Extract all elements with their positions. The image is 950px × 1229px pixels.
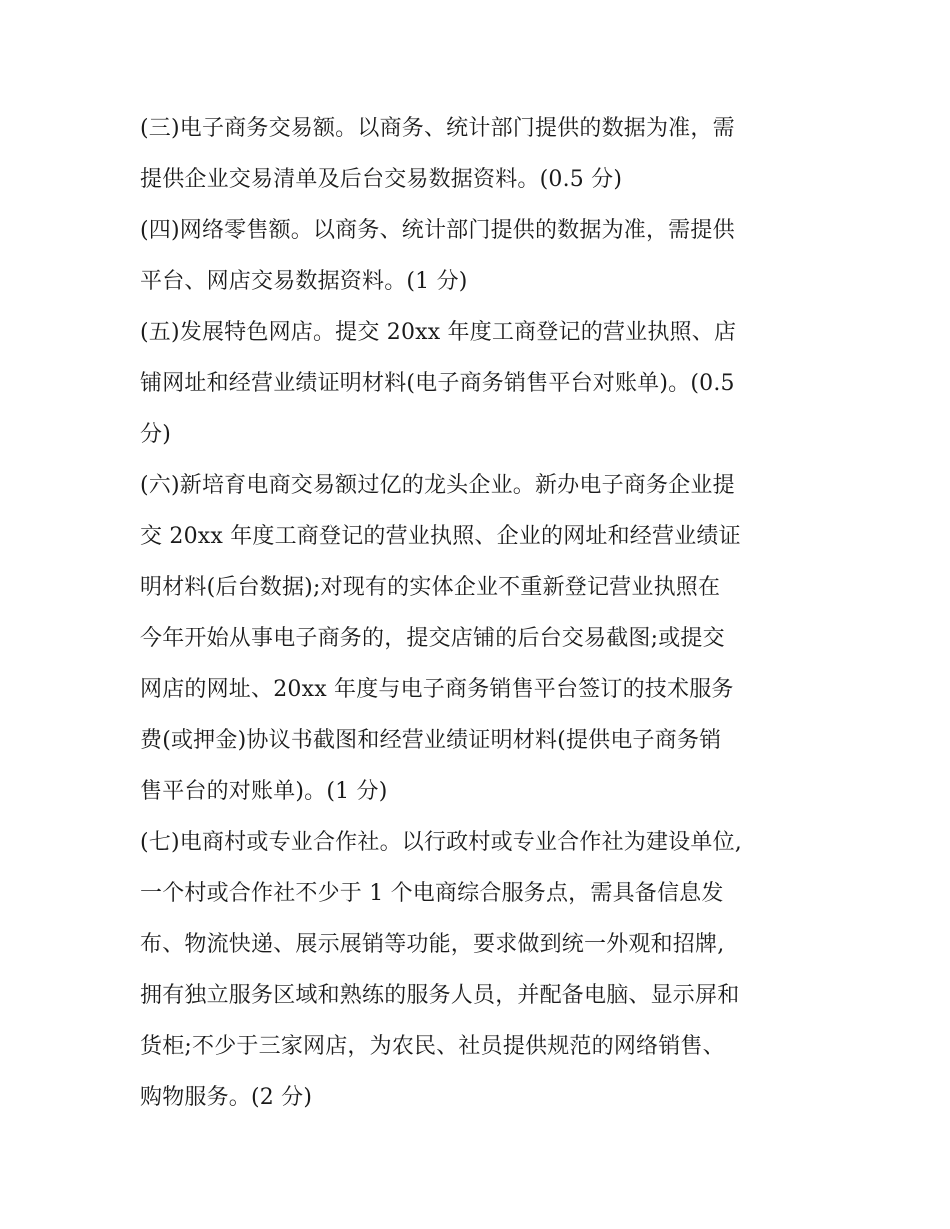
text-line: (六)新培育电商交易额过亿的龙头企业。新办电子商务企业提 [140, 473, 735, 498]
text-line: 布、物流快递、展示展销等功能，要求做到统一外观和招牌, [140, 932, 725, 957]
text-line: 网店的网址、20xx 年度与电子商务销售平台签订的技术服务 [140, 677, 734, 702]
text-line: 一个村或合作社不少于 1 个电商综合服务点，需具备信息发 [140, 881, 724, 906]
text-line: 铺网址和经营业绩证明材料(电子商务销售平台对账单)。(0.5 [140, 371, 735, 396]
text-line: (四)网络零售额。以商务、统计部门提供的数据为准，需提供 [140, 218, 735, 243]
text-line: (七)电商村或专业合作社。以行政村或专业合作社为建设单位, [140, 830, 742, 855]
text-line: (三)电子商务交易额。以商务、统计部门提供的数据为准，需 [140, 116, 735, 141]
text-line: 交 20xx 年度工商登记的营业执照、企业的网址和经营业绩证 [140, 524, 741, 549]
text-line: 分) [140, 422, 171, 447]
document-body [140, 103, 820, 1123]
text-line: 费(或押金)协议书截图和经营业绩证明材料(提供电子商务销 [140, 728, 722, 753]
text-line: 平台、网店交易数据资料。(1 分) [140, 269, 468, 294]
text-line: 拥有独立服务区域和熟练的服务人员，并配备电脑、显示屏和 [140, 983, 740, 1008]
text-line: (五)发展特色网店。提交 20xx 年度工商登记的营业执照、店 [140, 320, 737, 345]
text-line: 货柜;不少于三家网店，为农民、社员提供规范的网络销售、 [140, 1034, 725, 1059]
text-line: 售平台的对账单)。(1 分) [140, 779, 388, 804]
text-line: 提供企业交易清单及后台交易数据资料。(0.5 分) [140, 167, 623, 192]
text-line: 明材料(后台数据);对现有的实体企业不重新登记营业执照在 [140, 575, 721, 600]
text-line: 今年开始从事电子商务的，提交店铺的后台交易截图;或提交 [140, 626, 725, 651]
text-line: 购物服务。(2 分) [140, 1085, 313, 1110]
